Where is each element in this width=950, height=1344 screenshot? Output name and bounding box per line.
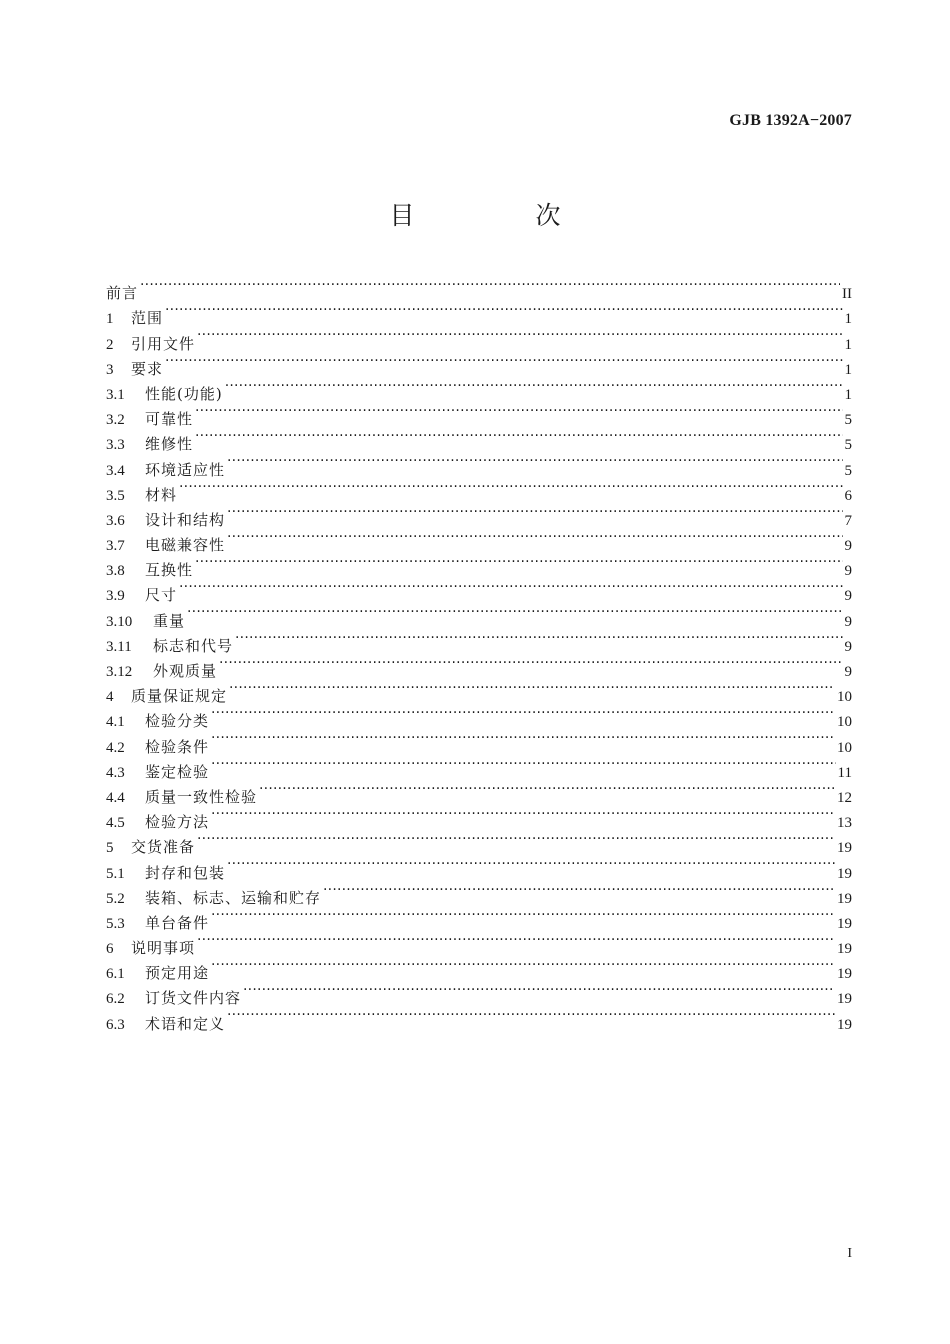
toc-entry-number: 5 bbox=[106, 840, 114, 857]
toc-entry[interactable] bbox=[106, 349, 852, 378]
toc-entry-page: 7 bbox=[844, 512, 852, 529]
toc-entry-page: 19 bbox=[837, 1016, 852, 1033]
toc-dot-leader bbox=[227, 852, 835, 877]
toc-entry-number: 3.1 bbox=[106, 386, 125, 403]
toc-dot-leader bbox=[179, 575, 842, 600]
toc-entry[interactable] bbox=[106, 550, 852, 580]
toc-entry-number: 6 bbox=[106, 941, 114, 958]
toc-entry-number: 3 bbox=[106, 361, 114, 378]
toc-entry-number: 2 bbox=[106, 336, 114, 353]
toc-entry-label: 可靠性 bbox=[145, 410, 194, 429]
toc-entry-label: 要求 bbox=[131, 359, 164, 378]
page-number: I bbox=[847, 1246, 852, 1261]
toc-entry-label: 质量一致性检验 bbox=[145, 787, 258, 806]
toc-entry[interactable] bbox=[106, 374, 852, 403]
toc-entry[interactable] bbox=[106, 852, 852, 882]
toc-entry-page: 19 bbox=[837, 915, 852, 932]
toc-entry-number: 3.9 bbox=[106, 588, 125, 605]
toc-entry-label: 设计和结构 bbox=[145, 510, 226, 529]
toc-entry-page: 19 bbox=[837, 865, 852, 882]
toc-entry-label: 材料 bbox=[145, 485, 178, 504]
toc-dot-leader bbox=[195, 424, 842, 449]
toc-entry[interactable] bbox=[106, 676, 852, 706]
toc-dot-leader bbox=[195, 399, 842, 424]
toc-entry-number: 3.10 bbox=[106, 613, 133, 630]
toc-entry-label: 尺寸 bbox=[145, 586, 178, 605]
toc-entry-label: 互换性 bbox=[145, 561, 194, 580]
toc-entry[interactable] bbox=[106, 273, 852, 303]
toc-entry-page: II bbox=[842, 286, 852, 303]
toc-entry-page: 19 bbox=[837, 941, 852, 958]
toc-dot-leader bbox=[227, 525, 842, 550]
toc-entry-page: 5 bbox=[844, 412, 852, 429]
toc-entry-page: 1 bbox=[844, 336, 852, 353]
toc-entry-label: 重量 bbox=[153, 611, 186, 630]
toc-dot-leader bbox=[179, 475, 842, 500]
toc-entry-number: 4.1 bbox=[106, 714, 125, 731]
toc-entry[interactable] bbox=[106, 626, 852, 655]
toc-entry-number: 6.2 bbox=[106, 991, 125, 1008]
toc-entry-label: 标志和代号 bbox=[153, 636, 234, 655]
toc-entry[interactable] bbox=[106, 953, 852, 983]
toc-entry-number: 4.2 bbox=[106, 739, 125, 756]
toc-entry-label: 检验条件 bbox=[145, 737, 210, 756]
toc-entry-number: 5.3 bbox=[106, 915, 125, 932]
table-of-contents bbox=[106, 273, 852, 1033]
toc-entry-number: 5.1 bbox=[106, 865, 125, 882]
toc-entry-number: 4 bbox=[106, 689, 114, 706]
toc-entry-page: 1 bbox=[844, 311, 852, 328]
toc-entry-label: 说明事项 bbox=[131, 939, 196, 958]
toc-dot-leader bbox=[197, 827, 835, 852]
toc-entry-page: 13 bbox=[837, 815, 852, 832]
toc-dot-leader bbox=[197, 928, 835, 953]
toc-dot-leader bbox=[211, 802, 835, 827]
toc-dot-leader bbox=[259, 777, 835, 802]
toc-dot-leader bbox=[219, 651, 842, 676]
toc-entry-label: 交货准备 bbox=[131, 838, 196, 857]
toc-entry-page: 1 bbox=[844, 386, 852, 403]
toc-entry-label: 质量保证规定 bbox=[131, 687, 228, 706]
toc-entry-number: 1 bbox=[106, 311, 114, 328]
toc-entry-page: 9 bbox=[844, 664, 852, 680]
toc-entry-page: 10 bbox=[837, 689, 852, 706]
toc-dot-leader bbox=[323, 878, 835, 903]
toc-entry-page: 5 bbox=[844, 437, 852, 454]
toc-entry-number: 5.2 bbox=[106, 890, 125, 907]
toc-entry-label: 订货文件内容 bbox=[145, 989, 242, 1008]
toc-dot-leader bbox=[195, 550, 842, 575]
toc-dot-leader bbox=[225, 374, 843, 399]
toc-entry-page: 6 bbox=[844, 487, 852, 504]
toc-entry-label: 前言 bbox=[106, 284, 139, 303]
toc-entry-page: 9 bbox=[844, 638, 852, 655]
toc-entry-label: 封存和包装 bbox=[145, 863, 226, 882]
toc-entry-page: 19 bbox=[837, 966, 852, 983]
toc-entry-label: 检验分类 bbox=[145, 712, 210, 731]
toc-entry-number: 4.4 bbox=[106, 789, 125, 806]
toc-entry-page: 11 bbox=[837, 764, 852, 781]
toc-entry-label: 外观质量 bbox=[153, 662, 218, 680]
toc-dot-leader bbox=[243, 978, 835, 1003]
toc-dot-leader bbox=[140, 273, 840, 298]
toc-entry-number: 6.1 bbox=[106, 966, 125, 983]
toc-dot-leader bbox=[227, 449, 842, 474]
toc-entry[interactable] bbox=[106, 978, 852, 1008]
toc-dot-leader bbox=[187, 600, 842, 625]
toc-entry-page: 19 bbox=[837, 991, 852, 1008]
toc-entry-label: 检验方法 bbox=[145, 813, 210, 832]
toc-entry-label: 电磁兼容性 bbox=[145, 536, 226, 555]
toc-entry[interactable] bbox=[106, 802, 852, 832]
toc-entry-number: 3.12 bbox=[106, 664, 133, 680]
toc-entry-label: 引用文件 bbox=[131, 334, 196, 353]
toc-entry-number: 3.2 bbox=[106, 412, 125, 429]
toc-entry-label: 装箱、标志、运输和贮存 bbox=[145, 888, 322, 907]
toc-dot-leader bbox=[165, 349, 842, 374]
toc-entry[interactable] bbox=[106, 575, 852, 605]
toc-dot-leader bbox=[211, 701, 835, 726]
toc-entry[interactable] bbox=[106, 903, 852, 932]
toc-entry[interactable] bbox=[106, 928, 852, 958]
toc-entry-page: 9 bbox=[844, 613, 852, 630]
toc-entry[interactable] bbox=[106, 777, 852, 806]
toc-entry[interactable] bbox=[106, 600, 852, 630]
toc-dot-leader bbox=[211, 726, 835, 751]
toc-entry-number: 6.3 bbox=[106, 1016, 125, 1033]
toc-entry[interactable] bbox=[106, 726, 852, 756]
toc-entry-page: 9 bbox=[844, 588, 852, 605]
toc-dot-leader bbox=[211, 953, 835, 978]
toc-entry-label: 维修性 bbox=[145, 435, 194, 454]
toc-entry-number: 3.5 bbox=[106, 487, 125, 504]
toc-entry[interactable] bbox=[106, 399, 852, 429]
toc-entry[interactable] bbox=[106, 500, 852, 529]
toc-entry[interactable] bbox=[106, 475, 852, 504]
toc-dot-leader bbox=[235, 626, 842, 651]
toc-dot-leader bbox=[229, 676, 835, 701]
toc-entry-page: 10 bbox=[837, 714, 852, 731]
toc-entry-page: 5 bbox=[844, 462, 852, 479]
toc-entry[interactable] bbox=[106, 424, 852, 454]
toc-entry[interactable] bbox=[106, 323, 852, 353]
toc-dot-leader bbox=[227, 500, 842, 525]
toc-dot-leader bbox=[211, 903, 835, 928]
toc-entry-number: 3.11 bbox=[106, 638, 132, 655]
toc-entry-number: 4.5 bbox=[106, 815, 125, 832]
toc-entry-page: 9 bbox=[844, 538, 852, 555]
toc-entry-label: 术语和定义 bbox=[145, 1014, 226, 1033]
toc-dot-leader bbox=[165, 298, 842, 323]
toc-entry[interactable] bbox=[106, 752, 852, 781]
toc-entry-page: 12 bbox=[837, 789, 852, 806]
document-number: GJB 1392A−2007 bbox=[729, 112, 852, 129]
toc-entry-page: 10 bbox=[837, 739, 852, 756]
toc-entry-page: 9 bbox=[844, 563, 852, 580]
toc-entry-number: 3.3 bbox=[106, 437, 125, 454]
toc-entry-page: 19 bbox=[837, 840, 852, 857]
toc-entry-label: 预定用途 bbox=[145, 964, 210, 983]
toc-dot-leader bbox=[227, 1003, 835, 1028]
toc-entry-number: 3.7 bbox=[106, 538, 125, 555]
toc-entry[interactable] bbox=[106, 827, 852, 857]
toc-entry-label: 鉴定检验 bbox=[145, 762, 210, 781]
toc-entry-number: 3.6 bbox=[106, 512, 125, 529]
toc-entry-page: 19 bbox=[837, 890, 852, 907]
toc-entry-number: 3.8 bbox=[106, 563, 125, 580]
toc-entry[interactable] bbox=[106, 449, 852, 479]
toc-entry[interactable] bbox=[106, 298, 852, 328]
toc-entry-page: 1 bbox=[844, 361, 852, 378]
toc-entry-label: 性能(功能) bbox=[145, 384, 223, 403]
page-title: 目 次 bbox=[389, 201, 609, 230]
toc-entry-label: 单台备件 bbox=[145, 913, 210, 932]
toc-dot-leader bbox=[211, 752, 836, 777]
toc-entry-label: 范围 bbox=[131, 309, 164, 328]
toc-entry-label: 环境适应性 bbox=[145, 460, 226, 479]
toc-entry[interactable] bbox=[106, 701, 852, 731]
toc-entry-number: 3.4 bbox=[106, 462, 125, 479]
toc-dot-leader bbox=[197, 323, 842, 348]
toc-entry-number: 4.3 bbox=[106, 764, 125, 781]
